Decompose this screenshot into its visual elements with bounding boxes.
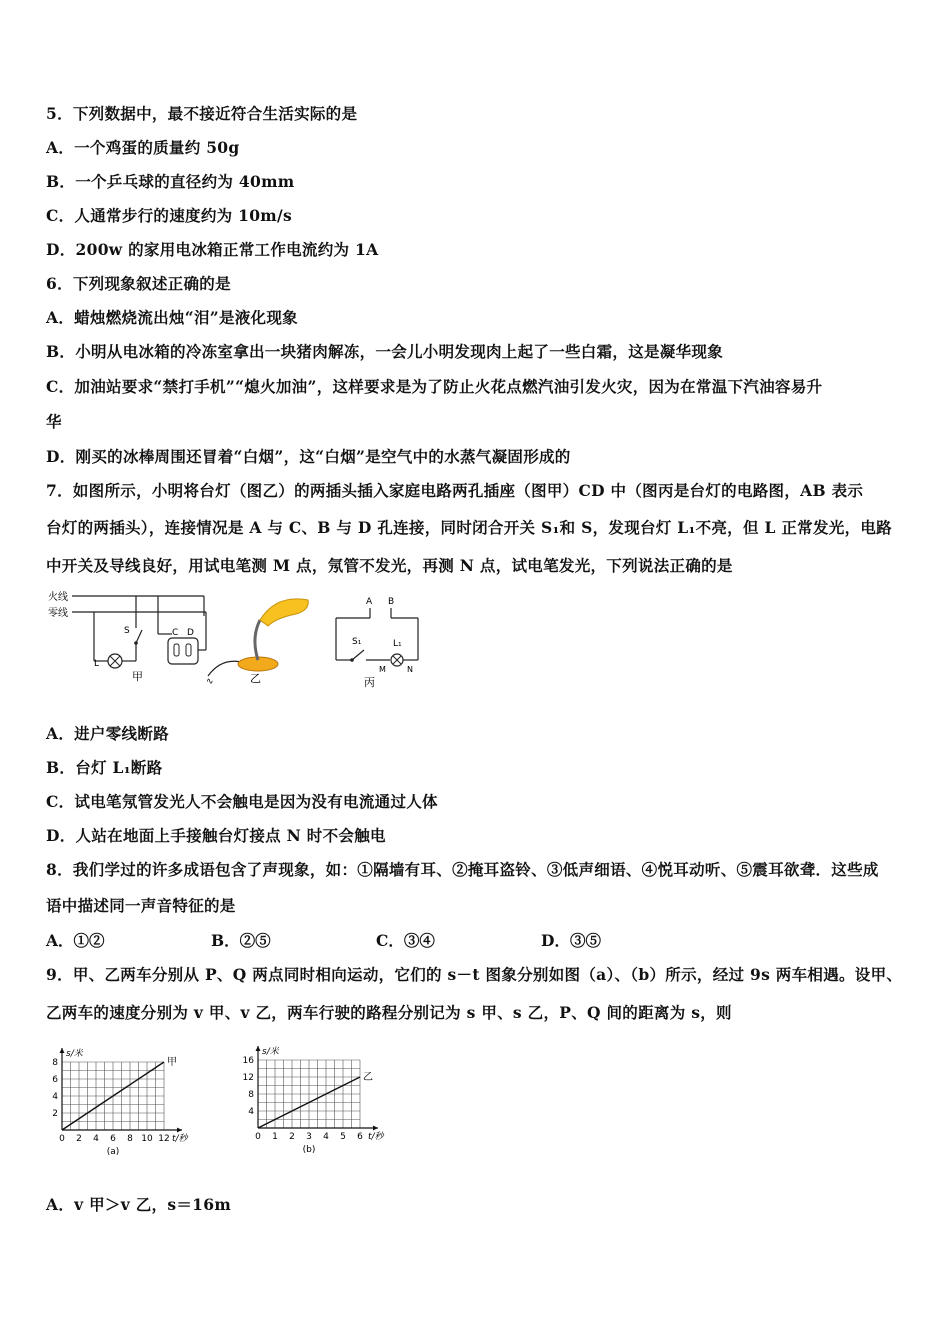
q8-option-d: D．③⑤ xyxy=(541,931,601,950)
x-tick-label: 1 xyxy=(272,1132,278,1142)
x-tick-label: 0 xyxy=(59,1134,65,1144)
q8-option-c: C．③④ xyxy=(376,931,435,950)
x-tick-label: 4 xyxy=(93,1134,99,1144)
point-n-label: N xyxy=(407,665,413,674)
q7-option-c: C．试电笔氖管发光人不会触电是因为没有电流通过人体 xyxy=(46,792,438,811)
x-tick-label: 2 xyxy=(289,1132,295,1142)
svg-text:∿: ∿ xyxy=(206,677,214,687)
neutral-wire-label: 零线 xyxy=(48,608,68,619)
q8-option-a: A．①② xyxy=(46,931,105,950)
y-axis-arrow xyxy=(60,1048,65,1053)
q9-stem-line2: 乙两车的速度分别为 v 甲、v 乙，两车行驶的路程分别记为 s 甲、s 乙，P、Q 间的距离为 s，则 xyxy=(46,1003,732,1022)
x-axis-arrow xyxy=(373,1126,378,1131)
x-tick-label: 10 xyxy=(141,1134,153,1144)
x-tick-label: 2 xyxy=(76,1134,82,1144)
y-tick-label: 4 xyxy=(52,1092,58,1102)
q6-stem: 6．下列现象叙述正确的是 xyxy=(46,274,231,293)
chart-b xyxy=(232,1030,410,1158)
caption-yi: 乙 xyxy=(250,672,261,685)
q6-option-c-cont: 华 xyxy=(46,412,62,431)
series-label: 甲 xyxy=(167,1057,177,1068)
socket-d-label: D xyxy=(187,628,194,638)
y-tick-label: 4 xyxy=(248,1107,254,1117)
y-tick-label: 2 xyxy=(52,1109,58,1119)
x-tick-label: 0 xyxy=(255,1132,261,1142)
q8-option-b: B．②⑤ xyxy=(211,931,271,950)
switch-s-symbol xyxy=(136,630,142,643)
chart-caption: (a) xyxy=(106,1147,120,1157)
caption-bing: 丙 xyxy=(364,676,375,689)
q6-option-a: A．蜡烛燃烧流出烛“泪”是液化现象 xyxy=(46,308,298,327)
q9-stem-line1: 9．甲、乙两车分别从 P、Q 两点同时相向运动，它们的 s－t 图象分别如图（a）、（b）所示，经过 9s 两车相遇。设甲、 xyxy=(46,965,903,984)
x-tick-label: 6 xyxy=(110,1134,116,1144)
y-axis-label: s/米 xyxy=(66,1049,83,1059)
y-tick-label: 12 xyxy=(242,1073,254,1083)
q5-option-c: C．人通常步行的速度约为 10m/s xyxy=(46,206,292,225)
series-label: 乙 xyxy=(363,1072,373,1083)
q5-option-b: B．一个乒乓球的直径约为 40mm xyxy=(46,172,295,191)
y-axis-arrow xyxy=(256,1046,261,1051)
x-axis-label: t/秒 xyxy=(368,1132,384,1142)
desk-lamp-shade xyxy=(260,599,308,626)
q5-stem: 5．下列数据中，最不接近符合生活实际的是 xyxy=(46,104,358,123)
q6-option-c: C．加油站要求“禁打手机”“熄火加油”，这样要求是为了防止火花点燃汽油引发火灾，因为在常温下汽油容易升 xyxy=(46,377,823,396)
q7-stem-line1: 7．如图所示，小明将台灯（图乙）的两插头插入家庭电路两孔插座（图甲）CD 中（图丙是台灯的电路图，AB 表示 xyxy=(46,481,864,500)
x-tick-label: 3 xyxy=(306,1132,312,1142)
switch-s-label: S xyxy=(124,626,130,636)
q9-option-a: A．v 甲＞v 乙，s＝16m xyxy=(46,1195,232,1214)
live-wire-label: 火线 xyxy=(48,592,68,603)
q5-option-d: D．200w 的家用电冰箱正常工作电流约为 1A xyxy=(46,240,379,259)
x-axis-arrow xyxy=(177,1128,182,1133)
q6-option-d: D．刚买的冰棒周围还冒着“白烟”，这“白烟”是空气中的水蒸气凝固形成的 xyxy=(46,447,571,466)
socket-c-label: C xyxy=(172,628,179,638)
x-axis-label: t/秒 xyxy=(172,1134,188,1144)
q7-circuit-figure xyxy=(46,588,436,693)
plug-a-label: A xyxy=(366,597,373,607)
y-tick-label: 6 xyxy=(52,1075,58,1085)
q7-stem-line2: 台灯的两插头），连接情况是 A 与 C、B 与 D 孔连接，同时闭合开关 S₁和 S，发现台灯 L₁不亮，但 L 正常发光，电路 xyxy=(46,518,892,537)
x-tick-label: 8 xyxy=(127,1134,133,1144)
q7-option-a: A．进户零线断路 xyxy=(46,724,169,743)
x-tick-label: 6 xyxy=(357,1132,363,1142)
q7-option-b: B．台灯 L₁断路 xyxy=(46,758,163,777)
chart-caption: (b) xyxy=(302,1145,316,1155)
point-m-label: M xyxy=(379,665,386,674)
y-axis-label: s/米 xyxy=(262,1047,279,1057)
y-tick-label: 8 xyxy=(248,1090,254,1100)
x-tick-label: 4 xyxy=(323,1132,329,1142)
q6-option-b: B．小明从电冰箱的冷冻室拿出一块猪肉解冻，一会儿小明发现肉上起了一些白霜，这是凝华现象 xyxy=(46,342,724,361)
q8-stem-line1: 8．我们学过的许多成语包含了声现象，如：①隔墙有耳、②掩耳盗铃、③低声细语、④悦耳动听、⑤震耳欲聋．这些成 xyxy=(46,860,879,879)
x-tick-label: 12 xyxy=(158,1134,170,1144)
y-tick-label: 16 xyxy=(242,1056,254,1066)
switch-s1-symbol xyxy=(352,650,364,660)
desk-lamp-neck xyxy=(255,620,260,660)
q7-option-d: D．人站在地面上手接触台灯接点 N 时不会触电 xyxy=(46,826,386,845)
x-tick-label: 5 xyxy=(340,1132,346,1142)
q8-stem-line2: 语中描述同一声音特征的是 xyxy=(46,896,236,915)
socket-cd xyxy=(168,638,198,664)
lamp-l-label: L xyxy=(94,659,100,669)
y-tick-label: 8 xyxy=(52,1058,58,1068)
switch-s1-label: S₁ xyxy=(352,637,362,647)
lamp-l1-label: L₁ xyxy=(393,639,402,649)
q8-options xyxy=(46,929,601,951)
chart-a xyxy=(46,1032,216,1158)
q5-option-a: A．一个鸡蛋的质量约 50g xyxy=(46,138,240,157)
q7-stem-line3: 中开关及导线良好，用试电笔测 M 点，氖管不发光，再测 N 点，试电笔发光，下列说法正确的是 xyxy=(46,556,733,575)
caption-jia: 甲 xyxy=(132,670,143,683)
plug-b-label: B xyxy=(388,597,395,607)
